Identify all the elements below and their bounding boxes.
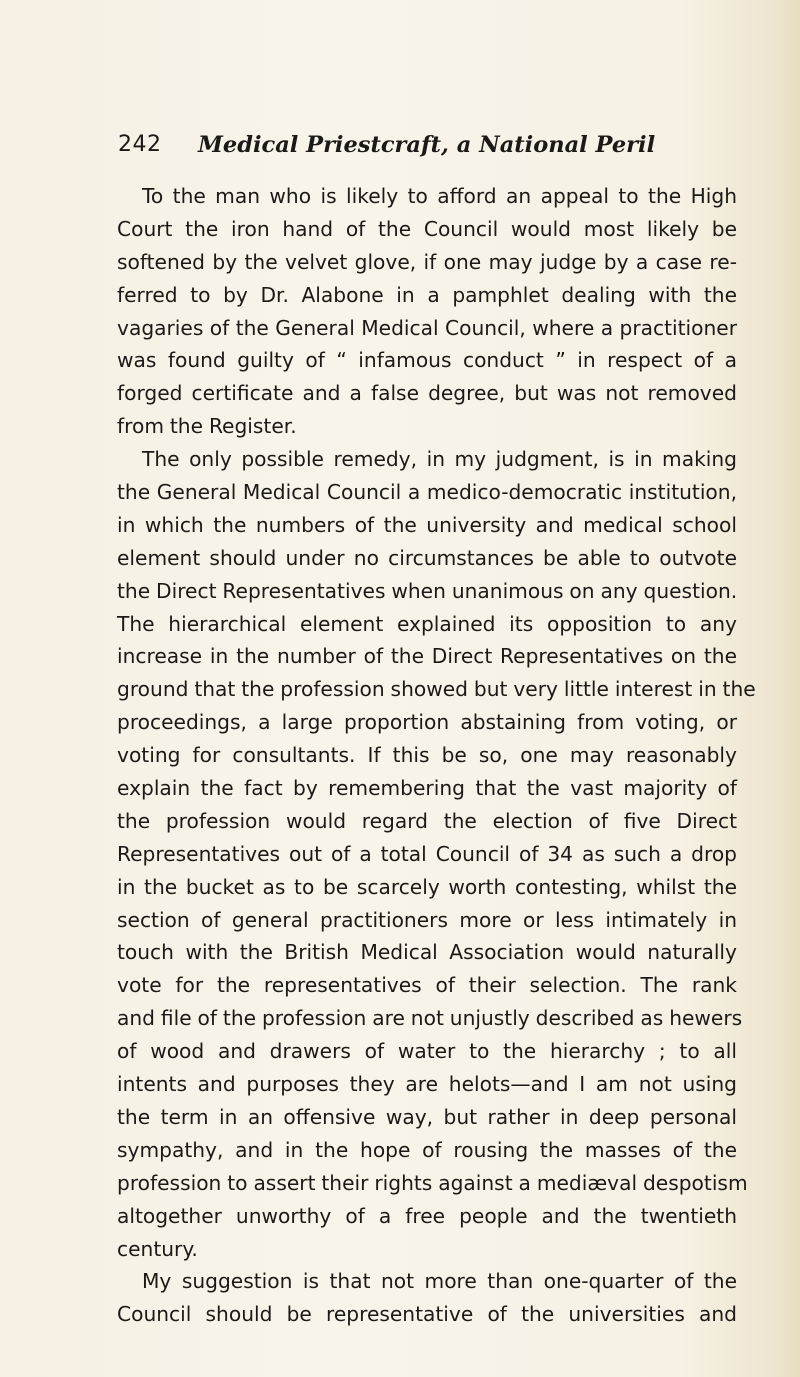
text-line: forged certificate and a false degree, but was not removed — [117, 381, 737, 406]
text-line: Court the iron hand of the Council would most likely be — [117, 216, 737, 241]
page-header — [118, 132, 738, 168]
text-line: Council should be representative of the universities and — [117, 1302, 737, 1327]
text-line: My suggestion is that not more than one-quarter of the — [142, 1269, 737, 1294]
text-line: To the man who is likely to afford an appeal to the High — [142, 184, 737, 208]
running-title: Medical Priestcraft, a National Peril — [198, 132, 656, 158]
text-line: intents and purposes they are helots—and I am not using — [117, 1072, 737, 1097]
text-line: vote for the representatives of their selection. The rank — [117, 973, 737, 998]
text-line: altogether unworthy of a free people and the twentieth — [117, 1203, 737, 1228]
text-line: The hierarchical element explained its opposition to any — [117, 611, 737, 636]
text-line: element should under no circumstances be able to outvote — [117, 545, 737, 570]
text-line: the profession would regard the election of five Direct — [117, 808, 737, 833]
text-line: the term in an offensive way, but rather in deep personal — [117, 1104, 737, 1129]
text-line: the General Medical Council a medico-democratic institution, — [117, 480, 737, 505]
page-number: 242 — [118, 132, 162, 157]
text-line: vagaries of the General Medical Council, where a practitioner — [117, 315, 737, 340]
text-line: section of general practitioners more or less intimately in — [117, 907, 737, 932]
text-line: of wood and drawers of water to the hierarchy ; to all — [117, 1039, 737, 1064]
text-line: explain the fact by remembering that the vast majority of — [117, 776, 737, 801]
body-text — [117, 180, 756, 1331]
text-line: Representatives out of a total Council of 34 as such a drop — [117, 841, 737, 866]
text-line: voting for consultants. If this be so, one may reasonably — [117, 743, 737, 768]
text-line: in which the numbers of the university and medical school — [117, 512, 737, 537]
text-line: touch with the British Medical Association would naturally — [117, 940, 737, 965]
text-line: in the bucket as to be scarcely worth contesting, whilst the — [117, 874, 737, 899]
text-line: ground that the profession showed but very little interest in the — [117, 677, 756, 702]
text-line: was found guilty of “ infamous conduct ” in respect of a — [117, 348, 737, 373]
text-line: softened by the velvet glove, if one may judge by a case re- — [117, 249, 737, 274]
text-line: proceedings, a large proportion abstaining from voting, or — [117, 710, 737, 735]
text-line: ferred to by Dr. Alabone in a pamphlet dealing with the — [117, 282, 737, 307]
text-line: sympathy, and in the hope of rousing the masses of the — [117, 1137, 737, 1162]
text-line: from the Register. — [117, 414, 297, 439]
text-line: and file of the profession are not unjustly described as hewers — [117, 1006, 743, 1031]
text-line: profession to assert their rights against a mediæval despotism — [117, 1170, 748, 1195]
text-line: century. — [117, 1236, 198, 1261]
text-line: the Direct Representatives when unanimous on any question. — [117, 578, 738, 603]
text-line: increase in the number of the Direct Representatives on the — [117, 644, 737, 669]
text-line: The only possible remedy, in my judgment, is in making — [142, 447, 737, 472]
